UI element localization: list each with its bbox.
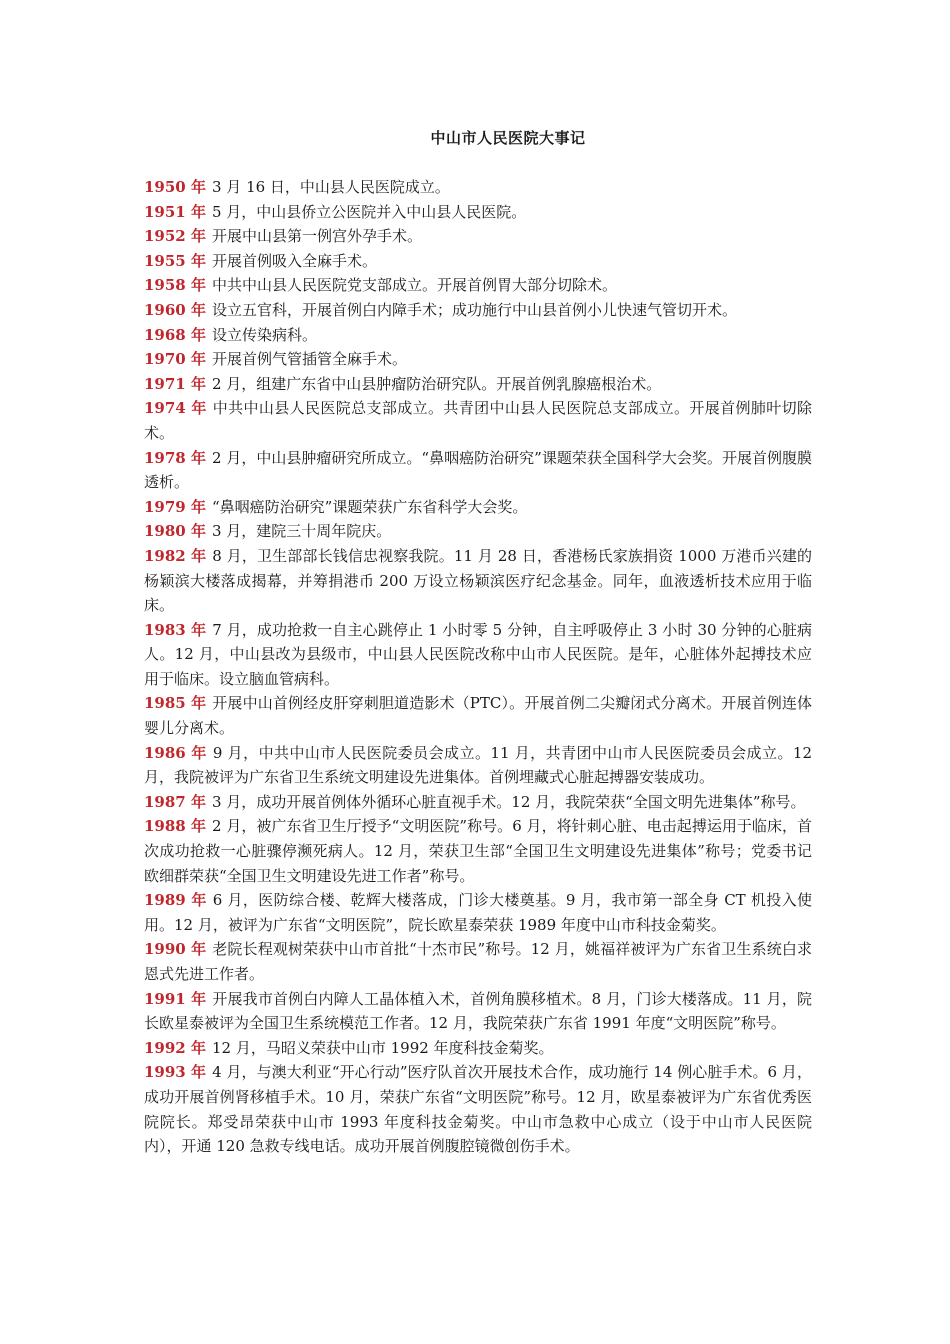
entry-year: 1991 年 <box>144 989 207 1008</box>
entry-year: 1970 年 <box>144 350 206 369</box>
chronology-entry <box>144 347 812 372</box>
entry-year: 1989 年 <box>144 891 207 910</box>
chronology-entry <box>144 200 812 225</box>
entry-year: 1982 年 <box>144 546 207 565</box>
chronology-entry <box>144 888 812 937</box>
chronology-entry <box>144 790 812 815</box>
entry-year: 1951 年 <box>144 202 206 221</box>
entry-text: 开展中山县第一例宫外孕手术。 <box>211 227 422 246</box>
entry-year: 1958 年 <box>144 276 206 295</box>
entry-year: 1985 年 <box>144 694 207 713</box>
chronology-entry <box>144 495 812 520</box>
entry-text: 3 月 16 日，中山县人民医院成立。 <box>211 178 450 196</box>
entry-year: 1990 年 <box>144 940 207 959</box>
entry-text: 中共中山县人民医院总支部成立。共青团中山县人民医院总支部成立。开展首例肺叶切除术。 <box>144 399 812 442</box>
entry-text: 9 月，中共中山市人民医院委员会成立。11 月，共青团中山市人民医院委员会成立。12 月，我院被评为广东省卫生系统文明建设先进集体。首例埋藏式心脏起搏器安装成功。 <box>144 743 812 787</box>
entry-year: 1950 年 <box>144 178 206 196</box>
entry-text: 7 月，成功抢救一自主心跳停止 1 小时零 5 分钟，自主呼吸停止 3 小时 30 分钟的心脏病人。12 月，中山县改为县级市，中山县人民医院改称中山市人民医院。是年，心脏体外起搏技术应用于临床。设立脑血管病科。 <box>144 620 812 688</box>
entry-year: 1988 年 <box>144 817 207 836</box>
chronology-entry <box>144 224 812 249</box>
entry-text: 8 月，卫生部部长钱信忠视察我院。11 月 28 日，香港杨氏家族捐资 1000 万港币兴建的杨颖滨大楼落成揭幕，并筹捐港币 200 万设立杨颖滨医疗纪念基金。同年，血液透析技术应用于临床。 <box>144 546 812 615</box>
chronology-entry <box>144 298 812 323</box>
entry-text: 2 月，组建广东省中山县肿瘤防治研究队。开展首例乳腺癌根治术。 <box>211 374 662 393</box>
chronology-entry <box>144 323 812 348</box>
entry-text: 6 月，医防综合楼、乾辉大楼落成，门诊大楼奠基。9 月，我市第一部全身 CT 机投入使用。12 月，被评为广东省“文明医院”，院长欧星泰荣获 1989 年度中山市科技金菊奖。 <box>144 891 812 934</box>
document-title: 中山市人民医院大事记 <box>430 129 586 147</box>
chronology-entry <box>144 1060 812 1158</box>
chronology-entry <box>144 741 812 790</box>
entry-text: 中共中山县人民医院党支部成立。开展首例胃大部分切除术。 <box>211 276 617 295</box>
chronology-entry <box>144 691 812 740</box>
chronology-entry <box>144 273 812 298</box>
entry-text: 开展首例吸入全麻手术。 <box>211 251 377 270</box>
entry-year: 1971 年 <box>144 374 206 393</box>
chronology-entry <box>144 396 812 445</box>
entry-text: 设立五官科，开展首例白内障手术；成功施行中山县首例小儿快速气管切开术。 <box>211 300 737 319</box>
entry-year: 1960 年 <box>144 300 206 319</box>
entry-year: 1980 年 <box>144 522 206 541</box>
entry-text: 设立传染病科。 <box>211 325 317 344</box>
chronology-entry <box>144 987 812 1036</box>
entry-year: 1986 年 <box>144 743 207 762</box>
entry-text: 2 月，中山县肿瘤研究所成立。“鼻咽癌防治研究”课题荣获全国科学大会奖。开展首例腹膜透析。 <box>144 448 812 492</box>
entry-text: 开展我市首例白内障人工晶体植入术，首例角膜移植术。8 月，门诊大楼落成。11 月，院长欧星泰被评为全国卫生系统模范工作者。12 月，我院荣获广东省 1991 年度“文明医院”称号。 <box>144 989 812 1033</box>
entry-text: 2 月，被广东省卫生厅授予“文明医院”称号。6 月，将针刺心脏、电击起搏运用于临床，首次成功抢救一心脏骤停濒死病人。12 月，荣获卫生部“全国卫生文明建设先进集体”称号；党委书记欧细群荣获“全国卫生文明建设先进工作者”称号。 <box>144 817 812 885</box>
chronology-entry <box>144 519 812 544</box>
entry-year: 1952 年 <box>144 227 206 246</box>
entry-year: 1983 年 <box>144 620 207 639</box>
entry-year: 1968 年 <box>144 325 206 344</box>
chronology-list <box>144 175 812 1159</box>
entry-year: 1974 年 <box>144 399 207 418</box>
entry-text: “鼻咽癌防治研究”课题荣获广东省科学大会奖。 <box>211 497 528 516</box>
entry-text: 3 月，建院三十周年院庆。 <box>211 522 392 541</box>
entry-year: 1993 年 <box>144 1063 207 1082</box>
chronology-entry <box>144 618 812 692</box>
entry-text: 开展首例气管插管全麻手术。 <box>211 350 407 369</box>
chronology-entry <box>144 446 812 495</box>
chronology-entry <box>144 544 812 618</box>
entry-year: 1987 年 <box>144 792 206 811</box>
chronology-entry <box>144 1036 812 1061</box>
entry-text: 3 月，成功开展首例体外循环心脏直视手术。12 月，我院荣获“全国文明先进集体”称号。 <box>211 792 806 811</box>
entry-year: 1979 年 <box>144 497 206 516</box>
entry-year: 1992 年 <box>144 1038 206 1057</box>
entry-text: 5 月，中山县侨立公医院并入中山县人民医院。 <box>211 202 527 221</box>
entry-text: 12 月，马昭义荣获中山市 1992 年度科技金菊奖。 <box>211 1038 554 1057</box>
chronology-entry <box>144 249 812 274</box>
chronology-entry <box>144 175 812 200</box>
entry-year: 1955 年 <box>144 251 206 270</box>
chronology-entry <box>144 937 812 986</box>
entry-text: 开展中山首例经皮肝穿刺胆道造影术（PTC）。开展首例二尖瓣闭式分离术。开展首例连体婴儿分离术。 <box>144 694 812 738</box>
chronology-entry <box>144 814 812 888</box>
entry-text: 老院长程观树荣获中山市首批“十杰市民”称号。12 月，姚福祥被评为广东省卫生系统白求恩式先进工作者。 <box>144 940 812 983</box>
chronology-entry <box>144 372 812 397</box>
entry-text: 4 月，与澳大利亚“开心行动”医疗队首次开展技术合作，成功施行 14 例心脏手术。6 月，成功开展首例肾移植手术。10 月，荣获广东省“文明医院”称号。12 月，欧星泰被评为广东省优秀医院院长。郑受昂荣获中山市 1993 年度科技金菊奖。中山市急救中心成立（设于中山市人民医院内），开通 120 急救专线电话。成功开展首例腹腔镜微创伤手术。 <box>144 1063 812 1156</box>
entry-year: 1978 年 <box>144 448 206 467</box>
